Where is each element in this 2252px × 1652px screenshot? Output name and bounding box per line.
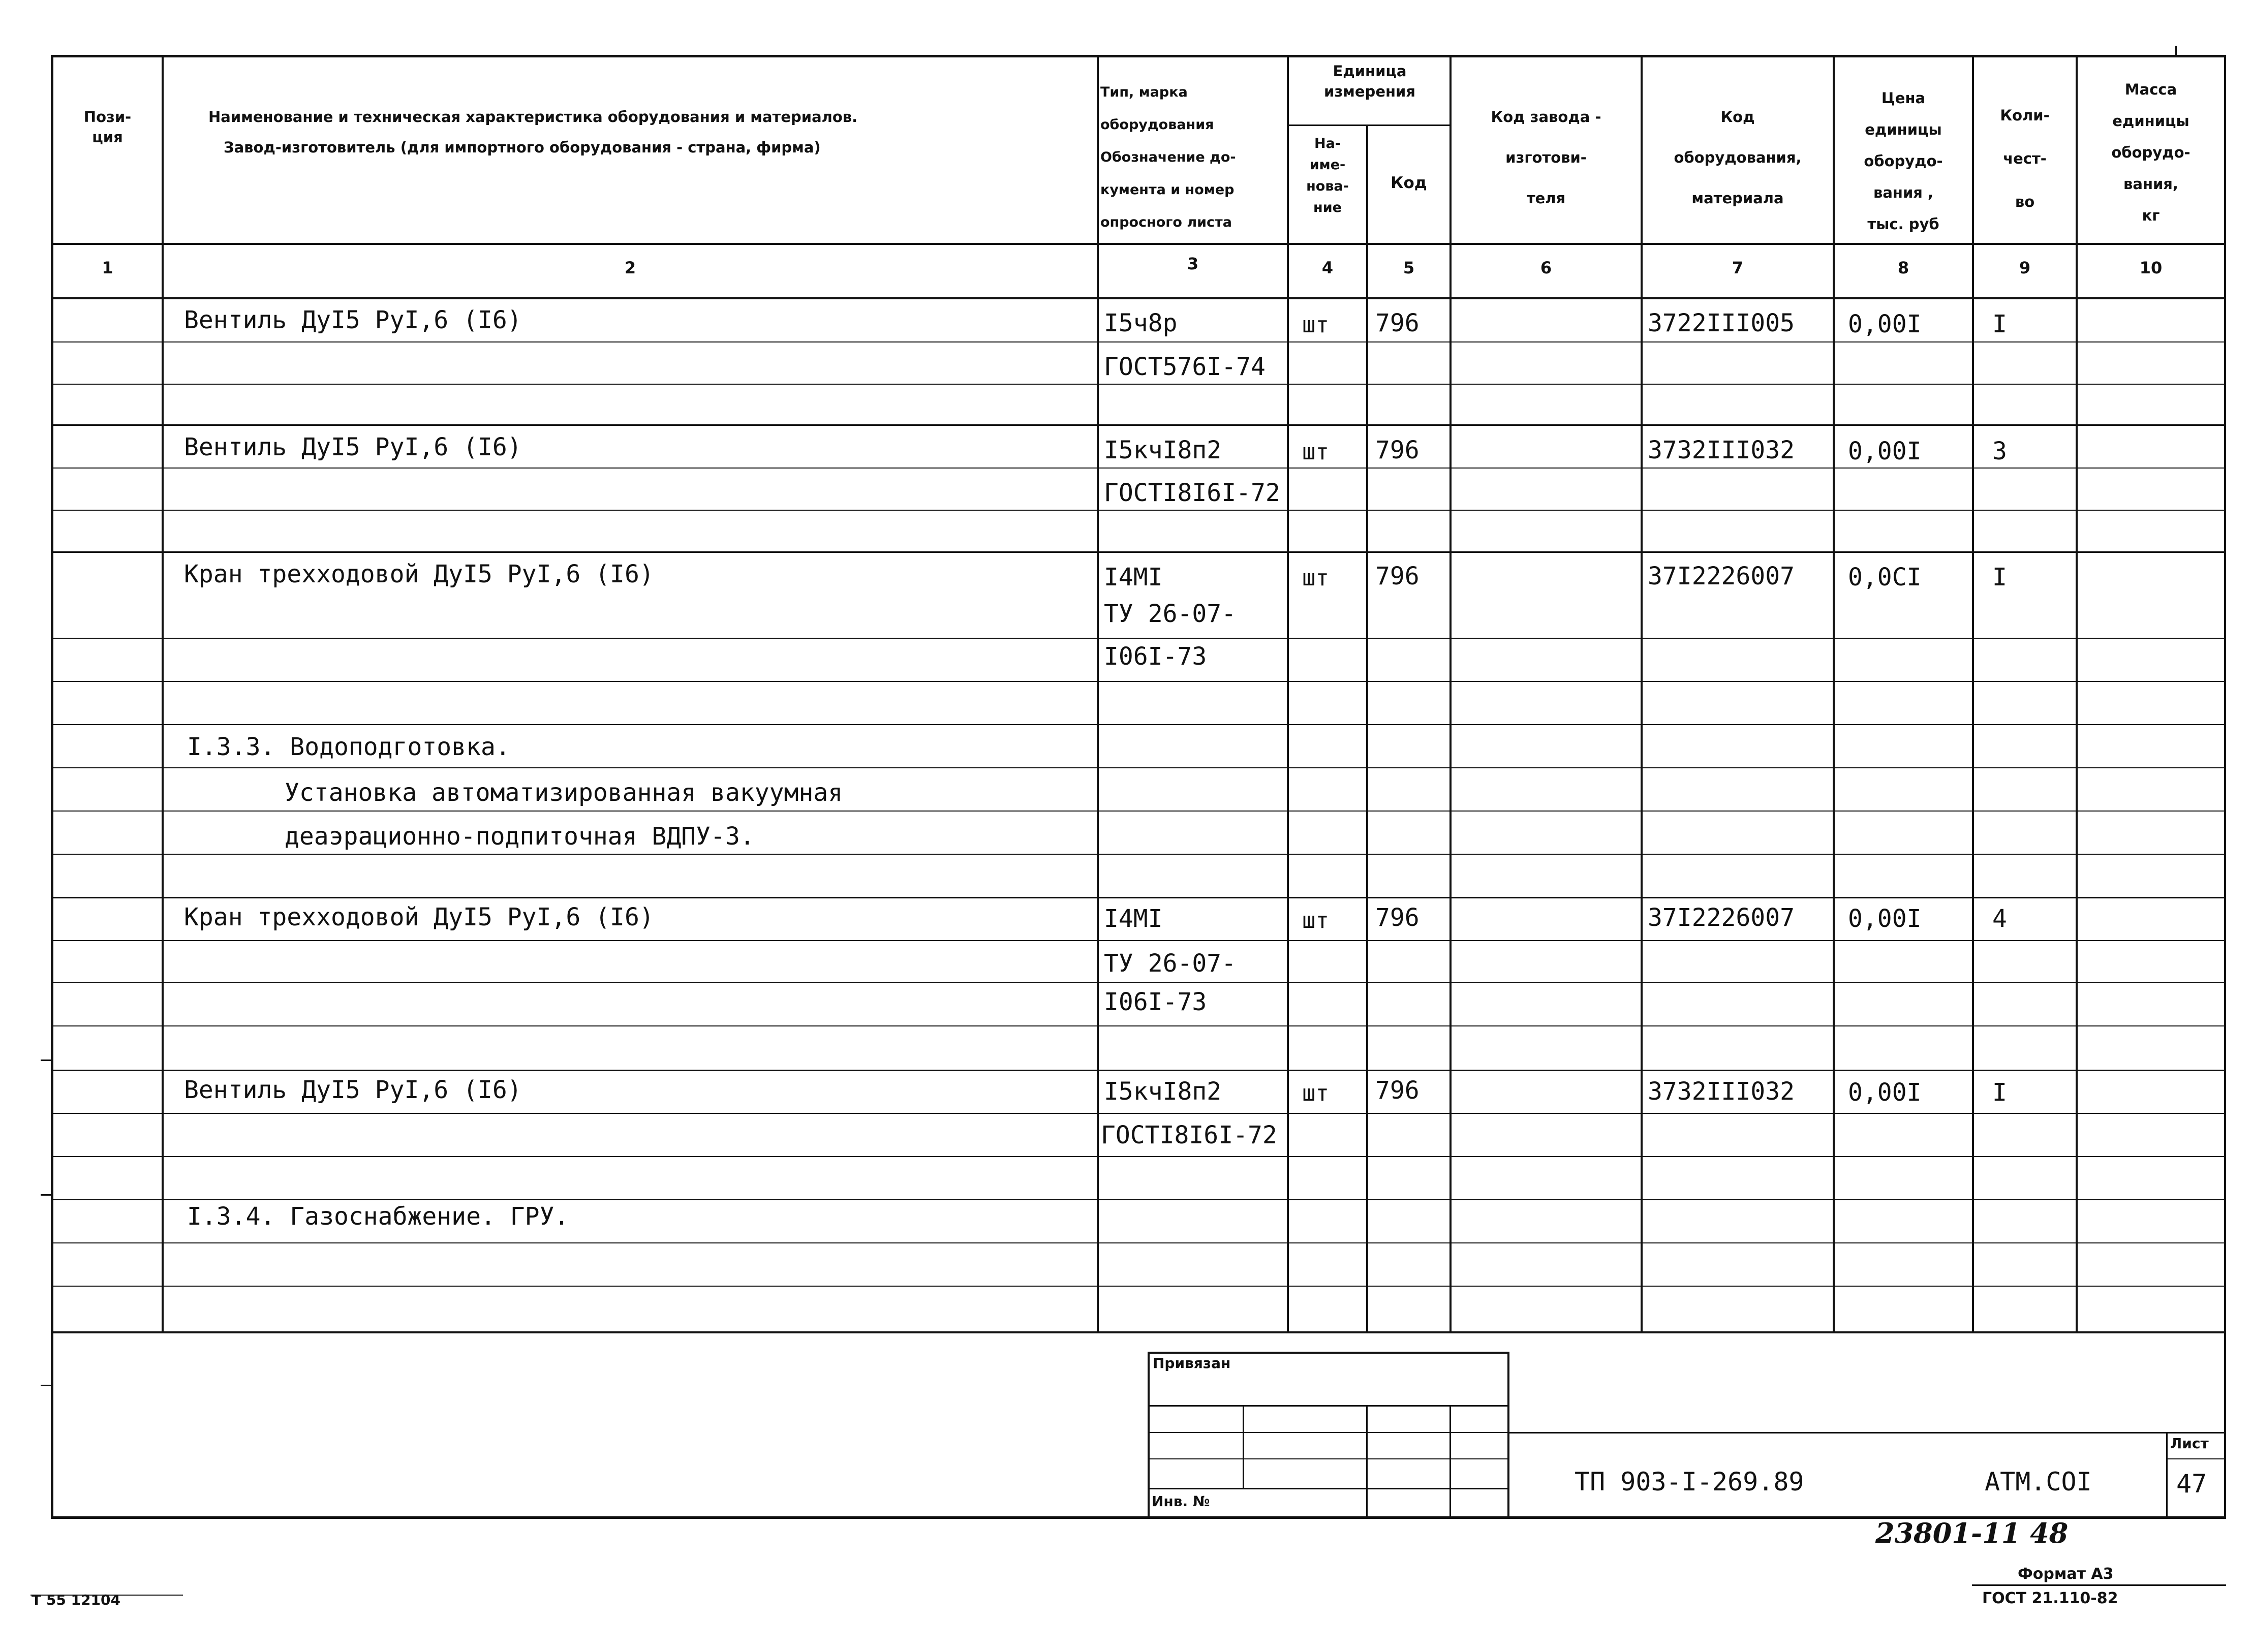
header-mass: [2078, 74, 2224, 231]
item-type: I4МI: [1104, 563, 1163, 591]
column-number: 10: [2139, 258, 2163, 277]
item-code: 37I2226007: [1648, 903, 1795, 932]
column-number: 7: [1732, 258, 1744, 277]
item-name: Кран трехходовой ДуI5 РуI,6 (I6): [184, 560, 654, 588]
header-mass-line: единицы: [2112, 112, 2189, 130]
item-code: 37I2226007: [1648, 562, 1795, 590]
header-unit-name: [1289, 133, 1366, 219]
item-unit-code: 796: [1375, 562, 1420, 590]
item-type: ГОСТ576I-74: [1104, 353, 1266, 381]
column-number: 4: [1321, 258, 1334, 277]
header-price: [1835, 82, 1972, 240]
column-number: 9: [2019, 258, 2031, 277]
item-type: ГОСТI8I6I-72: [1104, 479, 1280, 507]
header-price-line: тыс. руб: [1867, 215, 1939, 233]
sheet-number: 47: [2176, 1469, 2207, 1499]
section-text: Установка автоматизированная вакуумная: [285, 778, 843, 807]
header-price-line: единицы: [1865, 121, 1942, 138]
item-type: I5кчI8п2: [1104, 436, 1222, 464]
header-mass-line: оборудо-: [2111, 144, 2191, 161]
section-title: I.3.3. Водоподготовка.: [187, 733, 510, 761]
header-mass-line: кг: [2142, 207, 2160, 224]
header-position-line: ция: [92, 129, 123, 146]
item-unit: шт: [1302, 439, 1329, 465]
doc-suffix: АТМ.COI: [1985, 1467, 2092, 1497]
item-type: I4МI: [1104, 905, 1163, 933]
item-code: 3732III032: [1648, 1077, 1795, 1106]
header-price-line: вания ,: [1873, 184, 1933, 201]
item-code: 3722III005: [1648, 309, 1795, 337]
item-qty: I: [1992, 1078, 2007, 1107]
column-number: 5: [1403, 258, 1415, 277]
header-unit: Единица измерения: [1324, 63, 1415, 100]
handwritten-number: 23801-11 48: [1875, 1517, 2069, 1549]
doc-code: ТП 903-I-269.89: [1575, 1467, 1804, 1497]
item-qty: I: [1992, 563, 2007, 591]
section-title: I.3.4. Газоснабжение. ГРУ.: [187, 1202, 569, 1231]
item-name: Вентиль ДуI5 РуI,6 (I6): [184, 433, 522, 461]
item-unit: шт: [1302, 908, 1329, 933]
header-unit-name-line: име-: [1309, 157, 1346, 173]
header-type: [1100, 76, 1286, 239]
item-name: Кран трехходовой ДуI5 РуI,6 (I6): [184, 903, 654, 931]
header-factory-line: теля: [1526, 190, 1566, 207]
item-unit: шт: [1302, 312, 1329, 338]
header-qty-line: Коли-: [2000, 107, 2050, 124]
item-type: ТУ 26-07-: [1104, 949, 1237, 978]
item-name: Вентиль ДуI5 РуI,6 (I6): [184, 1076, 522, 1104]
item-type: I5кчI8п2: [1104, 1077, 1222, 1106]
header-type-line: опросного листа: [1100, 214, 1232, 230]
section-text: деаэрационно-подпиточная ВДПУ-3.: [285, 822, 755, 851]
item-unit-code: 796: [1375, 309, 1420, 337]
item-price: 0,00I: [1848, 437, 1922, 465]
column-number: 1: [102, 258, 113, 277]
header-code: [1643, 97, 1833, 219]
item-unit: шт: [1302, 1080, 1329, 1106]
header-price-line: оборудо-: [1864, 152, 1943, 170]
header-qty-line: чест-: [2003, 150, 2047, 167]
item-price: 0,0CI: [1848, 563, 1922, 591]
inv-label: Инв. №: [1152, 1493, 1210, 1510]
item-type: I06I-73: [1104, 988, 1207, 1016]
item-unit: шт: [1302, 565, 1329, 591]
column-number: 8: [1897, 258, 1909, 277]
header-unit-code: Код: [1391, 174, 1427, 192]
item-qty: 4: [1992, 905, 2007, 933]
header-price-line: Цена: [1881, 89, 1926, 107]
header-name: [168, 102, 961, 163]
header-unit-name-line: ние: [1313, 200, 1342, 215]
item-name: Вентиль ДуI5 РуI,6 (I6): [184, 306, 522, 334]
header-unit-name-line: На-: [1314, 136, 1341, 151]
item-unit-code: 796: [1375, 1076, 1420, 1105]
header-position: [53, 107, 162, 147]
header-code-line: оборудования,: [1674, 149, 1802, 166]
item-price: 0,00I: [1848, 905, 1922, 933]
header-mass-line: Масса: [2124, 81, 2177, 98]
header-type-line: Тип, марка: [1100, 84, 1188, 100]
header-unit-name-line: нова-: [1306, 178, 1349, 194]
header-factory-line: Код завода -: [1491, 108, 1601, 126]
privyazan-label: Привязан: [1153, 1355, 1231, 1372]
item-unit-code: 796: [1375, 436, 1420, 464]
item-type: I5ч8р: [1104, 309, 1178, 337]
header-type-line: оборудования: [1100, 117, 1214, 133]
header-code-line: Код: [1720, 108, 1755, 126]
item-price: 0,00I: [1848, 310, 1922, 338]
header-factory-line: изготови-: [1505, 149, 1587, 166]
format-label: Формат А3: [2018, 1565, 2114, 1583]
column-number: 2: [624, 258, 636, 277]
header-name-line1: Наименование и техническая характеристика оборудования и материалов.: [208, 108, 858, 126]
sheet-label: Лист: [2170, 1435, 2209, 1452]
item-price: 0,00I: [1848, 1078, 1922, 1107]
item-qty: 3: [1992, 437, 2007, 465]
item-unit-code: 796: [1375, 903, 1420, 932]
header-factory: [1452, 97, 1641, 219]
header-qty-line: во: [2015, 193, 2035, 210]
item-type: I06I-73: [1104, 642, 1207, 671]
header-qty: [1974, 94, 2076, 224]
header-mass-line: вания,: [2123, 175, 2178, 193]
header-type-line: Обозначение до-: [1100, 149, 1236, 165]
gost-label: ГОСТ 21.110-82: [1982, 1589, 2118, 1607]
header-name-line2: Завод-изготовитель (для импортного оборудования - страна, фирма): [224, 139, 821, 156]
left-code: Т 55 12104: [32, 1592, 120, 1608]
item-code: 3732III032: [1648, 436, 1795, 464]
item-qty: I: [1992, 310, 2007, 338]
header-type-line: кумента и номер: [1100, 182, 1235, 198]
header-position-line: Пози-: [83, 108, 132, 126]
item-type: ТУ 26-07-: [1104, 600, 1237, 628]
item-type: ГОСТI8I6I-72: [1101, 1121, 1277, 1149]
column-number: 6: [1540, 258, 1552, 277]
header-code-line: материала: [1691, 190, 1784, 207]
column-number: 3: [1187, 254, 1199, 273]
